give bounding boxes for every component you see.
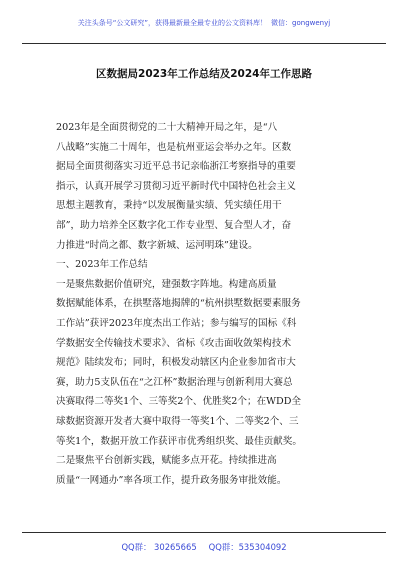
footer-divider — [22, 532, 386, 533]
footer-qq-group-2: QQ群：535304092 — [208, 542, 287, 552]
body-line: 二是聚焦平台创新实践，赋能多点开花。持续推进高 — [56, 455, 277, 467]
body-line: 2023年是全面贯彻党的二十大精神开局之年，是“八 — [56, 122, 278, 133]
body-line: 一是聚焦数据价值研究，建强数字阵地。构建高质量 — [56, 278, 277, 290]
body-line: 规范》陆续发布；同时，积极发动辖区内企业参加省市大 — [56, 357, 296, 369]
body-line: 指示，认真开展学习贯彻习近平新时代中国特色社会主义 — [56, 180, 296, 192]
header-divider — [22, 43, 386, 44]
body-line: 等奖1个，数据开放工作获评市优秀组织奖、最佳贡献奖。 — [56, 435, 302, 447]
body-line: 球数据资源开发者大赛中取得一等奖1个、二等奖2个、三 — [56, 415, 299, 427]
body-line: 一、2023年工作总结 — [56, 259, 148, 271]
footer-qq-group-1: QQ群： 30265665 — [121, 542, 197, 552]
body-line: 力推进“时尚之都、数字新城、运河明珠”建设。 — [56, 239, 258, 251]
body-line: 学数据安全传输技术要求》、省标《攻击面收敛架构技术 — [56, 337, 292, 349]
body-line: 工作站”获评2023年度杰出工作站；参与编写的国标《科 — [56, 317, 297, 329]
body-line: 决赛取得二等奖1个、三等奖2个、优胜奖2个；在WDD全 — [56, 396, 302, 408]
document-body — [56, 118, 356, 490]
body-line: 质量“一网通办”率各项工作，提升政务服务审批效能。 — [56, 474, 287, 486]
header-notice-text: 关注头条号“公文研究”，获得最新最全最专业的公文资料库！ — [77, 19, 268, 27]
body-line: 部”，助力培养全区数字化工作专业型、复合型人才，奋 — [56, 219, 292, 231]
body-line: 赛，助力5支队伍在“之江杯”数据治理与创新利用大赛总 — [56, 376, 293, 388]
header-notice — [0, 18, 408, 28]
body-line: 据局全面贯彻落实习近平总书记亲临浙江考察指导的重要 — [56, 161, 296, 173]
document-title: 区数据局2023年工作总结及2024年工作思路 — [96, 68, 312, 80]
body-line: 数据赋能体系，在拱墅落地揭牌的“杭州拱墅数据要素服务 — [56, 298, 301, 310]
body-line: 思想主题教育，秉持“以发展衡量实绩、凭实绩任用干 — [56, 200, 282, 212]
footer-contacts — [0, 541, 408, 553]
header-wechat-id: 微信：gongwenyj — [271, 19, 331, 27]
body-line: 八战略”实施二十周年，也是杭州亚运会举办之年。区数 — [56, 141, 292, 153]
